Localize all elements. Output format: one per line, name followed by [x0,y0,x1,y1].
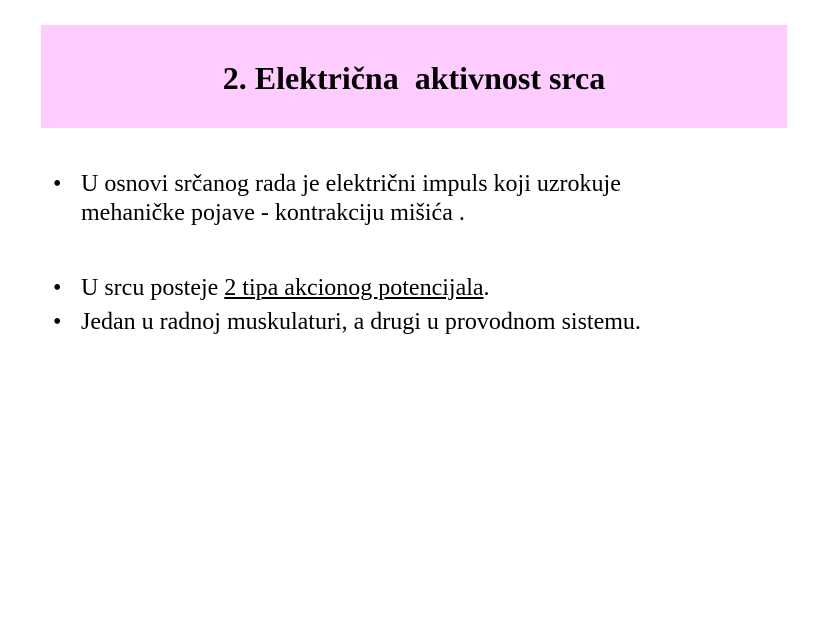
bullet-item-electrical-impulse [53,170,793,228]
bullet-list [53,170,793,337]
bullet-text-prefix: U srcu posteje [81,275,225,301]
bullet-dot-icon: • [53,171,62,197]
bullet-item-action-potentials [53,274,793,303]
bullet-dot-icon: • [53,275,62,301]
bullet-item-muscle-types [53,308,793,337]
bullet-text-suffix: . [483,275,490,301]
bullet-line: mehaničke pojave - kontrakciju mišića . [81,200,465,226]
bullet-text: Jedan u radnoj muskulaturi, a drugi u provodnom sistemu. [81,309,641,335]
title-banner [41,25,787,128]
slide-title: 2. Električna aktivnost srca [222,60,606,96]
bullet-line: U osnovi srčanog rada je električni impuls koji uzrokuje [81,171,621,197]
bullet-dot-icon: • [53,309,62,335]
underlined-term: 2 tipa akcionog potencijala [224,275,484,301]
